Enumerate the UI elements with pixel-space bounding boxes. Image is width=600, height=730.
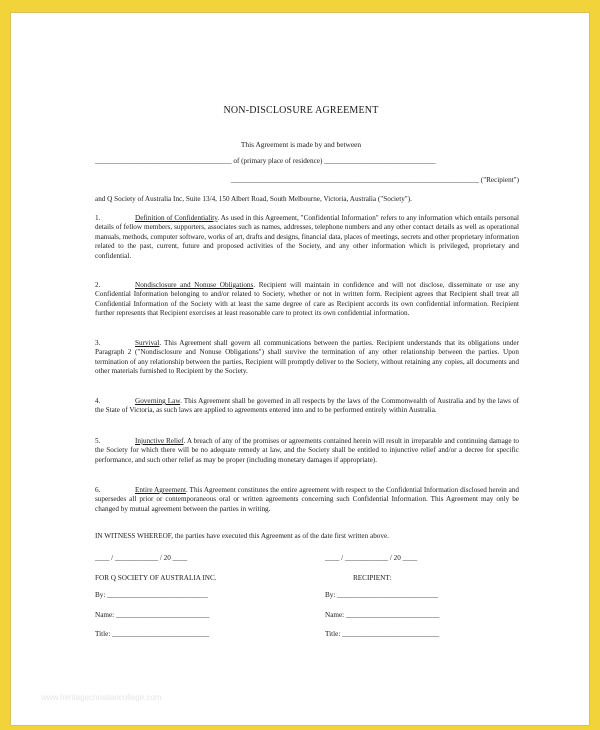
party-label-society: FOR Q SOCIETY OF AUSTRALIA INC. (95, 574, 217, 582)
paragraph-number: 5. (95, 437, 101, 445)
paragraph-text: . This Agreement shall be governed in all respects by the laws of the Commonwealth of Australia and by the laws of the State of Victoria, as such laws are applied to agreements entered into and to be performed entirely within Australia. (95, 397, 519, 415)
paragraph-number: 2. (95, 281, 101, 289)
paragraph-text: . As used in this Agreement, "Confidential Information" refers to any information which entails personal details of fellow members, supporters, associates such as names, addresses, telephone numbers and any other contact details as well as operational manuals, methods, computer software, works of art, drafts and designs, financial data, places of meetings, secrets and other proprietary information related to the past, current, future and proposed activities of the Society, and any other information which is privileged, proprietary and confidential. (95, 214, 519, 260)
paragraph-3 (95, 339, 519, 377)
society-line: and Q Society of Australia Inc, Suite 13/4, 150 Albert Road, South Melbourne, Victoria, Australia ("Society"). (95, 195, 412, 203)
paragraph-heading: Definition of Confidentiality (135, 214, 218, 222)
title-line-society[interactable]: Title: ___________________________ (95, 630, 210, 638)
paragraph-heading: Survival (135, 339, 160, 347)
by-line-society[interactable]: By: ____________________________ (95, 591, 208, 599)
paragraph-2 (95, 281, 519, 319)
paragraph-4 (95, 397, 519, 416)
watermark: www.heritagechristiancollege.com (41, 693, 162, 702)
intro-line: This Agreement is made by and between (240, 140, 362, 149)
paragraph-heading: Injunctive Relief (135, 437, 184, 445)
paragraph-heading: Nondisclosure and Nonuse Obligations (135, 281, 254, 289)
paragraph-text: . This Agreement shall govern all communications between the parties. Recipient understands that its obligations under Paragraph 2 ("Nondisclosure and Nonuse Obligations") shall survive the termination of any other relationship between the parties. Upon termination of any relationship between the parties, Recipient will promptly deliver to the Society, without retaining any copies, all documents and other materials furnished to Recipient by the Society. (95, 339, 519, 376)
paragraph-number: 1. (95, 214, 101, 222)
document-title: NON-DISCLOSURE AGREEMENT (223, 105, 379, 116)
name-line-society[interactable]: Name: __________________________ (95, 611, 210, 619)
paragraph-text: . A breach of any of the promises or agreements contained herein will result in irreparable and continuing damage to the Society for which there will be no adequate remedy at law, and the Society shall be entitled to injunctive relief and/or a decree for specific performance, and such other relief as may be proper (including monetary damages if appropriate). (95, 437, 520, 464)
document-page (10, 12, 590, 726)
paragraph-6 (95, 486, 519, 514)
paragraph-heading: Governing Law (135, 397, 181, 405)
date-line-recipient[interactable]: ____ / ____________ / 20 ____ (325, 554, 418, 562)
party-label-recipient: RECIPIENT: (353, 574, 392, 582)
name-line-recipient[interactable]: Name: __________________________ (325, 611, 440, 619)
date-line-society[interactable]: ____ / ____________ / 20 ____ (95, 554, 188, 562)
paragraph-number: 3. (95, 339, 101, 347)
paragraph-1 (95, 214, 519, 261)
residence-line: ______________________________________ of (primary place of residence) _______________________________ (95, 157, 436, 165)
paragraph-number: 4. (95, 397, 101, 405)
by-line-recipient[interactable]: By: ____________________________ (325, 591, 438, 599)
paragraph-text: . Recipient will maintain in confidence and will not disclose, disseminate or use any Confidential Information belonging to and/or related to Society, whether or not in written form. Recipient agrees that Recipient shall treat all Confidential Information of the Society with at least the same degree of care as Recipient accords its own confidential information. Recipient further represents that Recipient exercises at least reasonable care to protect its own confidential information. (95, 281, 519, 318)
paragraph-text: . This Agreement constitutes the entire agreement with respect to the Confidential Information disclosed herein and supersedes all prior or contemporaneous oral or written agreements concerning such Confidential Information. This Agreement may only be changed by mutual agreement between the parties in writing. (95, 486, 519, 513)
paragraph-heading: Entire Agreement (135, 486, 186, 494)
recipient-line: _____________________________________________________________________ ("Recipient") (231, 176, 519, 184)
witness-statement: IN WITNESS WHEREOF, the parties have executed this Agreement as of the date first written above. (95, 532, 389, 540)
paragraph-number: 6. (95, 486, 101, 494)
paragraph-5 (95, 437, 519, 465)
title-line-recipient[interactable]: Title: ___________________________ (325, 630, 440, 638)
